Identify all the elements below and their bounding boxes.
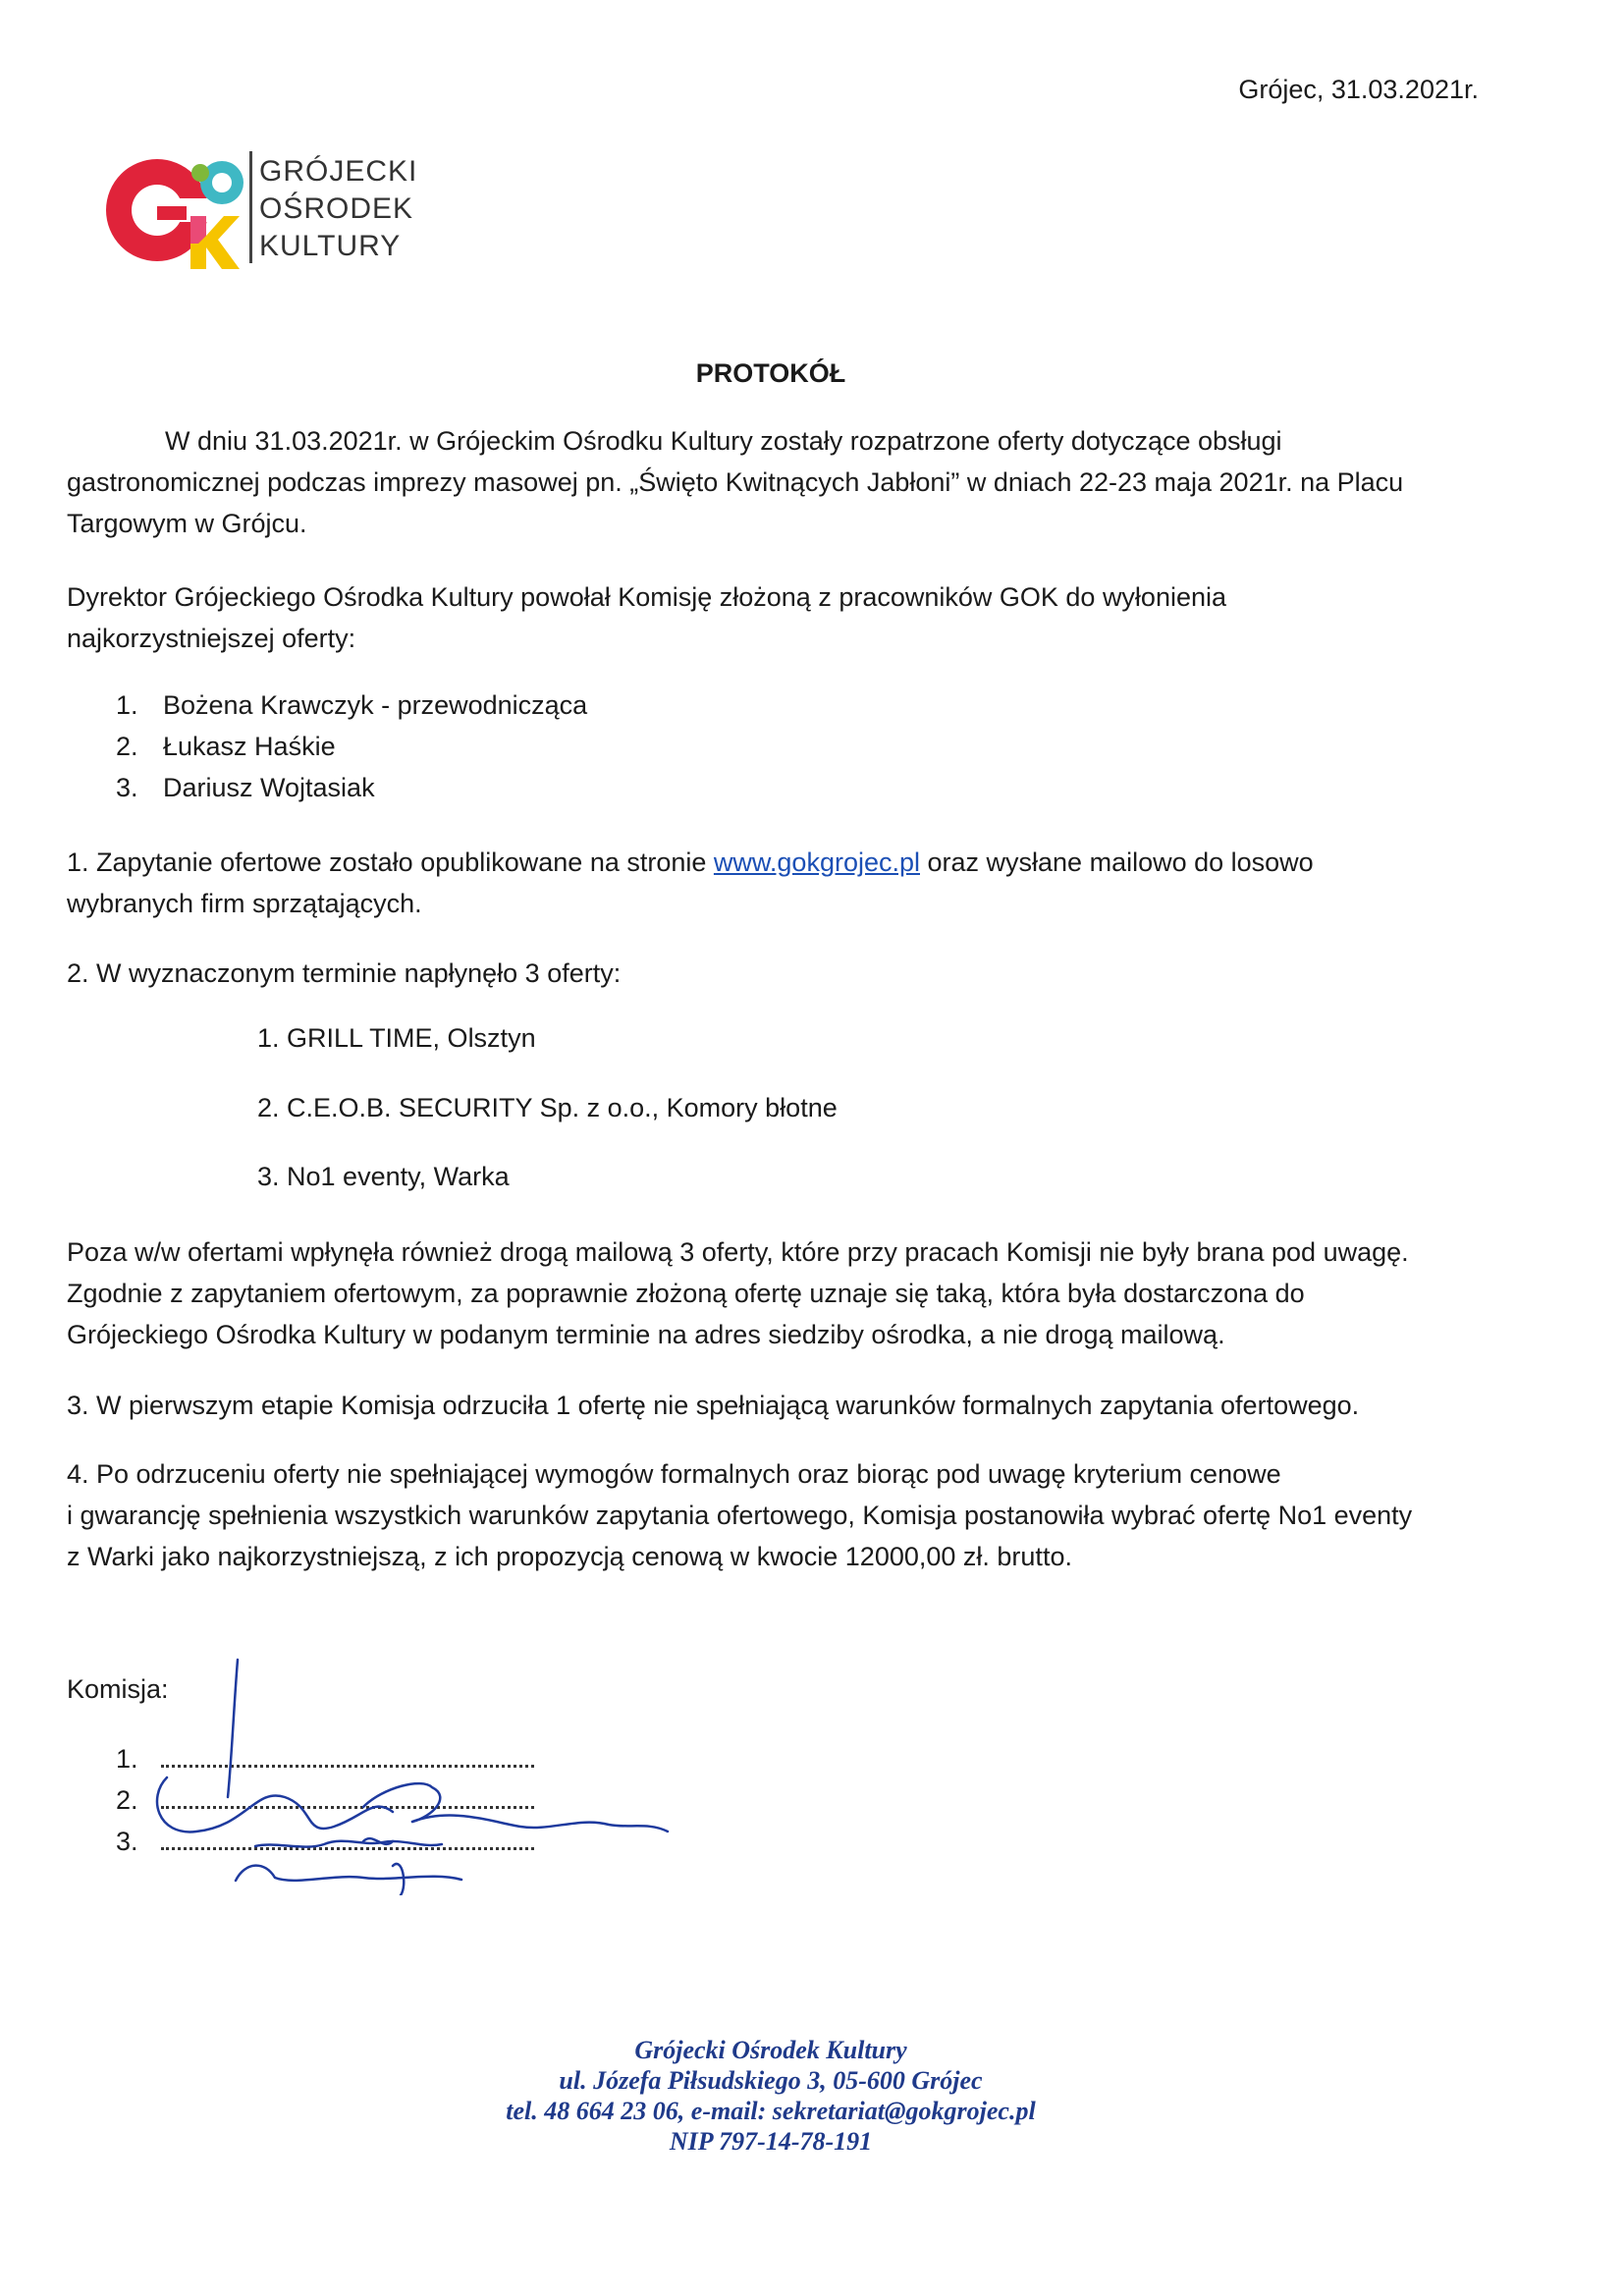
committee-label: Komisja: (67, 1674, 169, 1704)
handwritten-signatures (137, 1650, 707, 1895)
email-offers-paragraph: Poza w/w ofertami wpłynęła również drogą mailową 3 oferty, które przy pracach Komisji nie były brana pod uwagę. Zgodnie z zapytaniem ofertowym, za poprawnie złożoną ofertę uznaje się taką, która była dostarczona do Grójeckiego Ośrodka Kultury w podanym terminie na adres siedziby ośrodka, a nie drogą mailową. (67, 1237, 1409, 1349)
footer-org-name: Grójecki Ośrodek Kultury (634, 2036, 907, 2064)
point-1-line-2: wybranych firm sprzątających. (67, 889, 422, 918)
director-line-2: najkorzystniejszej oferty: (67, 624, 356, 653)
footer-nip: NIP 797-14-78-191 (669, 2127, 873, 2156)
point-2-paragraph: 2. W wyznaczonym terminie napłynęło 3 oferty: (67, 958, 622, 988)
signature-line-2: 2. (116, 1779, 534, 1821)
list-item: 1. Bożena Krawczyk - przewodnicząca (116, 690, 588, 720)
point-4-paragraph: 4. Po odrzuceniu oferty nie spełniającej wymogów formalnych oraz biorąc pod uwagę kryterium cenowe i gwarancję spełnienia wszystkich warunków zapytania ofertowego, Komisja postanowiła wybrać ofertę No1 eventy z Warki jako najkorzystniejszą, z ich propozycją cenową w kwocie 12000,00 zł. brutto. (67, 1459, 1413, 1571)
list-item: 3. Dariusz Wojtasiak (116, 773, 375, 802)
logo-divider (249, 151, 252, 263)
logo-line-3: KULTURY (259, 230, 402, 262)
footer-contact: tel. 48 664 23 06, e-mail: sekretariat@gokgrojec.pl (506, 2097, 1036, 2125)
gok-logo (100, 145, 454, 273)
list-item: 2. Łukasz Haśkie (116, 732, 336, 761)
point-3-paragraph: 3. W pierwszym etapie Komisja odrzuciła 1 ofertę nie spełniającą warunków formalnych zapytania ofertowego. (67, 1391, 1360, 1420)
footer-address-block (0, 2035, 1542, 2157)
logo-wordmark (259, 153, 417, 265)
offer-item-3: 3. No1 eventy, Warka (257, 1162, 510, 1191)
signature-line-3: 3. (116, 1821, 534, 1862)
offer-item-1: 1. GRILL TIME, Olsztyn (257, 1023, 536, 1053)
point-1-paragraph: 1. Zapytanie ofertowe zostało opublikowane na stronie www.gokgrojec.pl oraz wysłane mailowo do losowo wybranych firm sprzątających. (67, 842, 1490, 924)
document-date: Grójec, 31.03.2021r. (1238, 75, 1479, 104)
signature-line-1: 1. (116, 1738, 534, 1779)
intro-line-2: gastronomicznej podczas imprezy masowej pn. „Święto Kwitnących Jabłoni” w dniach 22-23 maja 2021r. na Placu (67, 467, 1404, 497)
document-title: PROTOKÓŁ (695, 358, 846, 388)
intro-line-1: W dniu 31.03.2021r. w Grójeckim Ośrodku Kultury zostały rozpatrzone oferty dotyczące obsługi (165, 426, 1282, 456)
logo-line-1: GRÓJECKI (259, 155, 418, 188)
gok-logo-mark (100, 145, 247, 273)
footer-address: ul. Józefa Piłsudskiego 3, 05-600 Grójec (559, 2066, 983, 2095)
intro-line-3: Targowym w Grójcu. (67, 509, 307, 538)
intro-paragraph (67, 420, 1490, 544)
director-paragraph (67, 576, 1490, 659)
website-link[interactable]: www.gokgrojec.pl (713, 847, 920, 877)
director-line-1: Dyrektor Grójeckiego Ośrodka Kultury powołał Komisję złożoną z pracowników GOK do wyłonienia (67, 582, 1227, 612)
committee-members-list (116, 684, 587, 808)
offer-item-2: 2. C.E.O.B. SECURITY Sp. z o.o., Komory błotne (257, 1093, 838, 1122)
logo-line-2: OŚRODEK (259, 192, 414, 225)
